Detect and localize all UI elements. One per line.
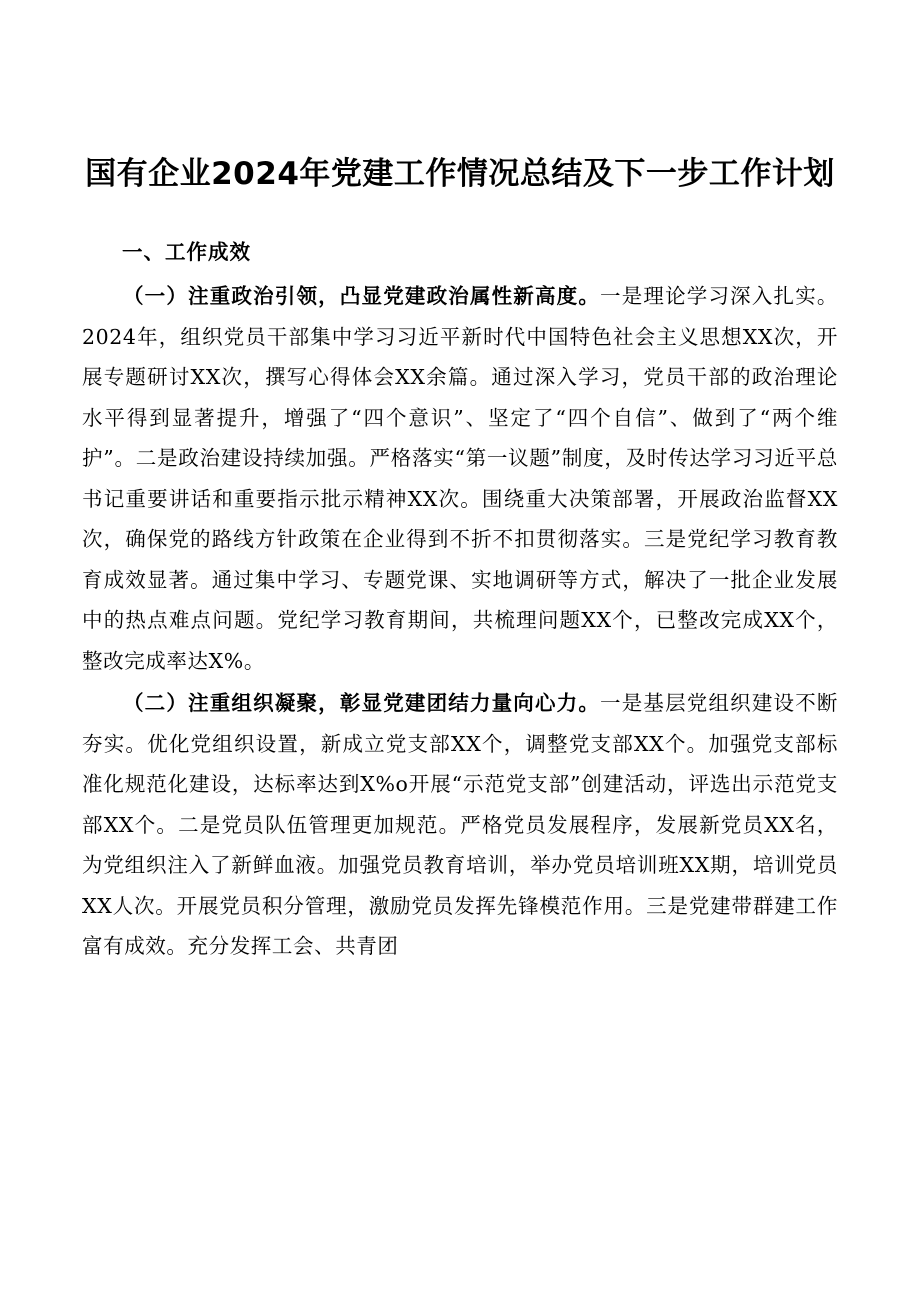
page-title: 国有企业2024年党建工作情况总结及下一步工作计划: [85, 156, 835, 192]
paragraph: [82, 683, 838, 967]
paragraph-body: 一是理论学习深入扎实。2024年，组织党员干部集中学习习近平新时代中国特色社会主义思想XX次，开展专题研讨XX次，撰写心得体会XX余篇。通过深入学习，党员干部的政治理论水平得到显著提升，增强了“四个意识”、坚定了“四个自信”、做到了“两个维护”。二是政治建设持续加强。严格落实“第一议题”制度，及时传达学习习近平总书记重要讲话和重要指示批示精神XX次。围绕重大决策部署，开展政治监督XX次，确保党的路线方针政策在企业得到不折不扣贯彻落实。三是党纪学习教育教育成效显著。通过集中学习、专题党课、实地调研等方式，解决了一批企业发展中的热点难点问题。党纪学习教育期间，共梳理问题XX个，已整改完成XX个，整改完成率达X%。: [82, 284, 838, 673]
paragraph-body: 一是基层党组织建设不断夯实。优化党组织设置，新成立党支部XX个，调整党支部XX个。加强党支部标准化规范化建设，达标率达到X%o开展“示范党支部”创建活动，评选出示范党支部XX个。二是党员队伍管理更加规范。严格党员发展程序，发展新党员XX名，为党组织注入了新鲜血液。加强党员教育培训，举办党员培训班XX期，培训党员XX人次。开展党员积分管理，激励党员发挥先锋模范作用。三是党建带群建工作富有成效。充分发挥工会、共青团: [82, 691, 838, 958]
paragraph-lead: （二）注重组织凝聚，彰显党建团结力量向心力。: [123, 691, 601, 715]
section-work-results: [82, 232, 838, 967]
paragraph: [82, 276, 838, 681]
section-heading: 一、工作成效: [122, 240, 251, 264]
paragraph-lead: （一）注重政治引领，凸显党建政治属性新高度。: [123, 284, 601, 308]
